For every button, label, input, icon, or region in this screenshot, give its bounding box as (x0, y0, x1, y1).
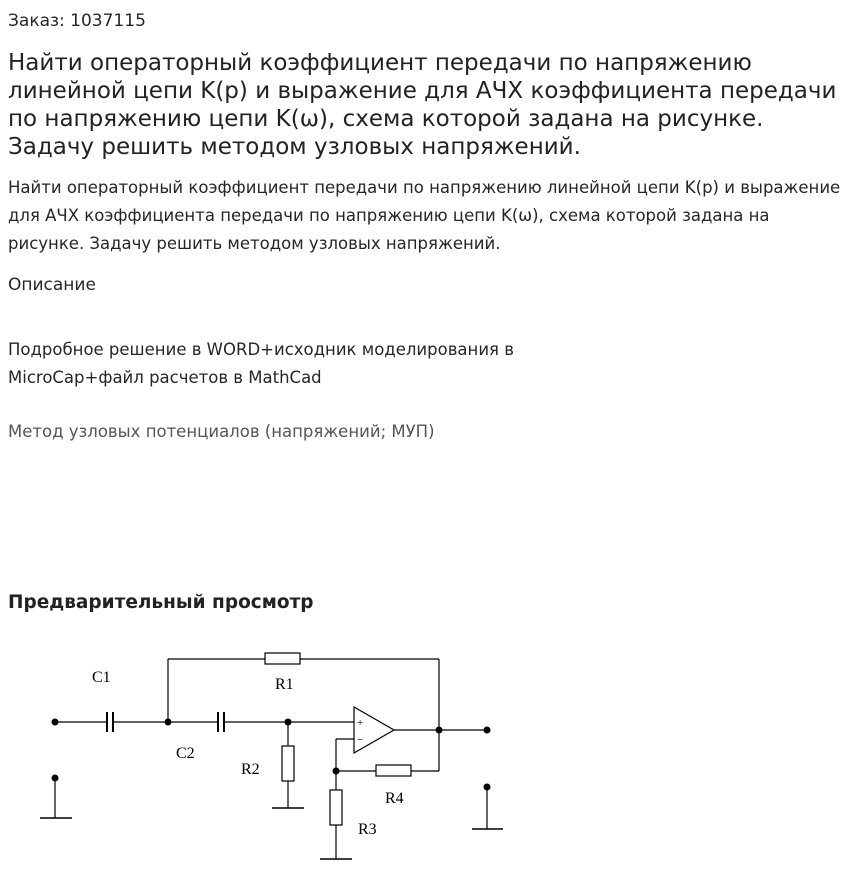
op-amp-minus-label: − (357, 734, 364, 746)
method-tag: Метод узловых потенциалов (напряжений; МУП) (8, 422, 435, 441)
node-output (436, 727, 443, 734)
output-ground-terminal (484, 784, 491, 791)
node-b (285, 719, 292, 726)
op-amp (354, 707, 394, 753)
output-terminal (484, 727, 491, 734)
r3-label: R3 (358, 821, 377, 838)
node-a (165, 719, 172, 726)
r1-resistor (265, 653, 300, 664)
r2-label: R2 (241, 761, 260, 778)
r4-resistor (376, 765, 411, 776)
op-amp-plus-label: + (357, 717, 364, 729)
input-terminal (52, 719, 59, 726)
r1-label: R1 (275, 676, 294, 693)
description-heading: Описание (8, 275, 96, 295)
node-minus (333, 768, 340, 775)
r3-resistor (330, 790, 342, 825)
r2-resistor (282, 746, 294, 781)
r4-label: R4 (385, 790, 404, 807)
preview-heading: Предварительный просмотр (8, 592, 314, 613)
c2-label: C2 (176, 745, 195, 762)
circuit-diagram (30, 640, 510, 875)
input-ground-terminal (52, 775, 59, 782)
task-description: Найти операторный коэффициент передачи по напряжению линейной цепи K(p) и выражение для АЧХ коэффициента передачи по напряжению цепи K(ω), схема которой задана на рисунке. Задачу решить методом узловых напряжений. (8, 178, 841, 253)
solution-details: Подробное решение в WORD+исходник моделирования в MicroCap+файл расчетов в MathCad (8, 340, 514, 387)
c1-label: C1 (92, 669, 111, 686)
page-title: Найти операторный коэффициент передачи по напряжению линейной цепи K(p) и выражение для АЧХ коэффициента передачи по напряжению цепи K(ω), схема которой задана на рисунке. Задачу решить методом узловых напряжений. (8, 50, 837, 160)
order-number: Заказ: 1037115 (8, 11, 146, 31)
